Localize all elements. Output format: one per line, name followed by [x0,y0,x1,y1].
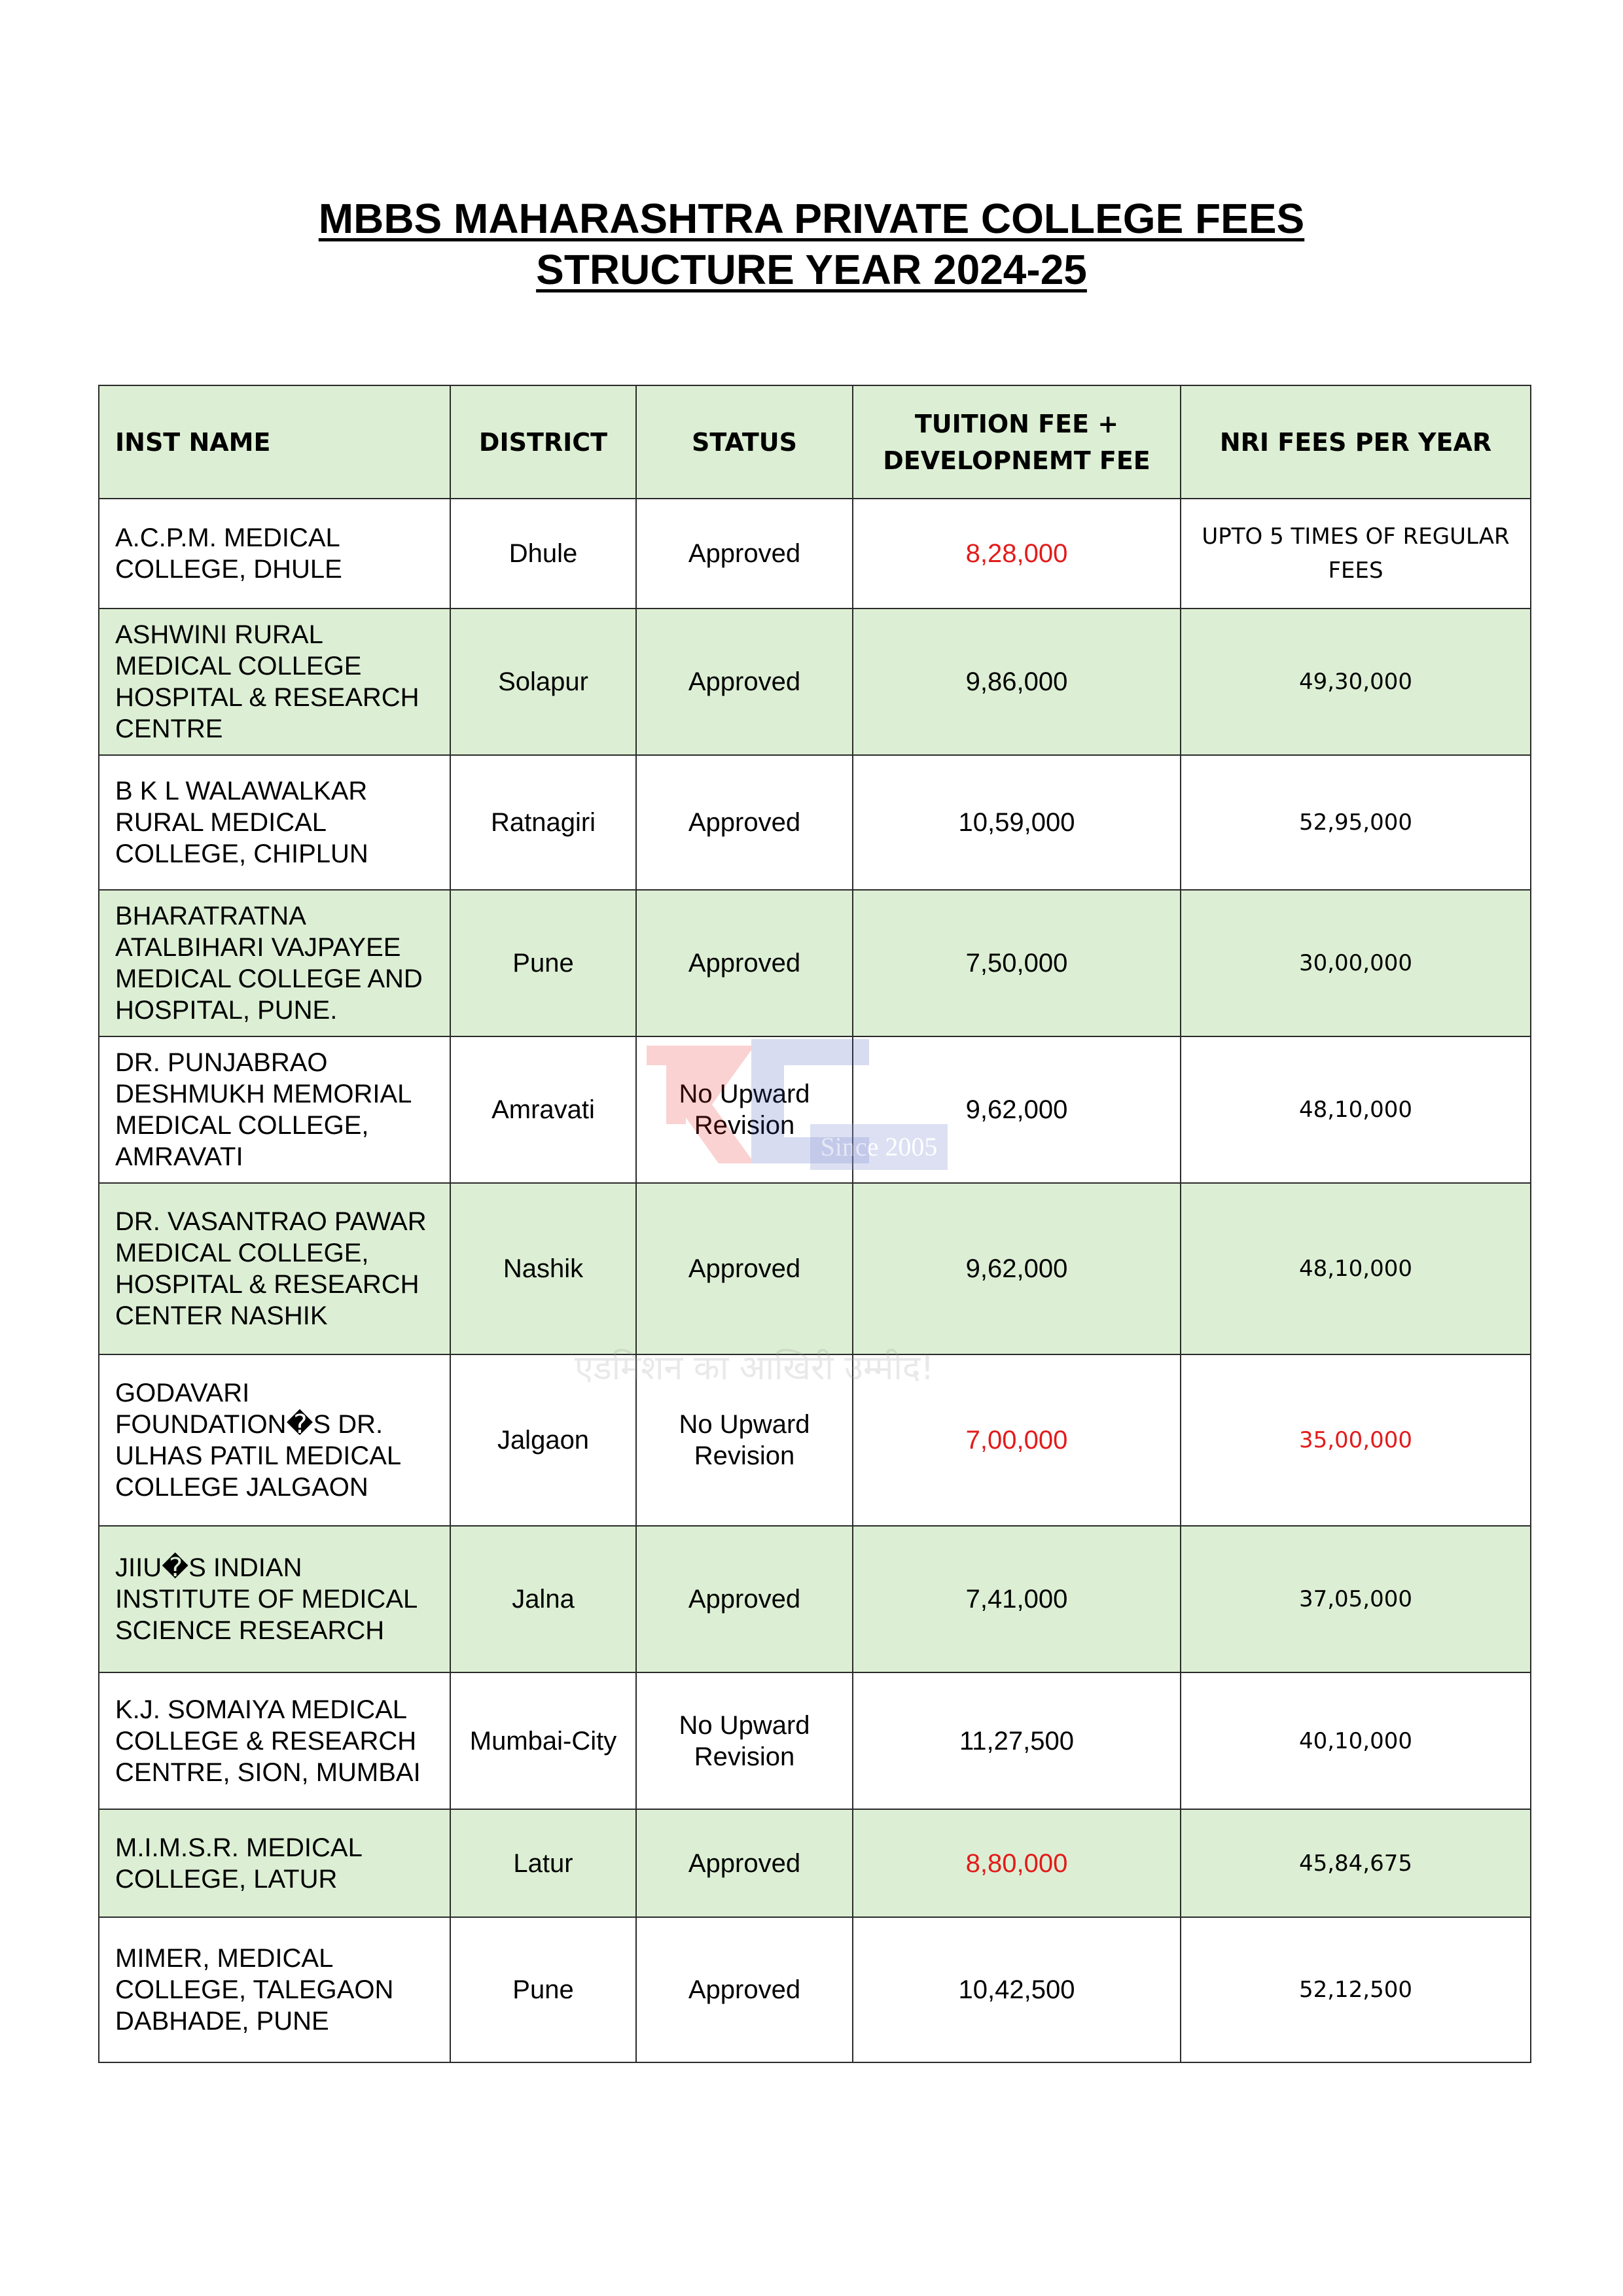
cell-nri-fees: UPTO 5 TIMES OF REGULAR FEES [1181,499,1531,609]
table-row [99,1809,1531,1917]
cell-status: No Upward Revision [636,1672,853,1809]
cell-status: No Upward Revision [636,1354,853,1526]
cell-tuition-fee: 10,42,500 [853,1917,1181,2062]
cell-district: Dhule [450,499,636,609]
cell-inst-name: B K L WALAWALKAR RURAL MEDICAL COLLEGE, CHIPLUN [99,755,450,890]
table-row [99,1354,1531,1526]
cell-status: No Upward Revision [636,1036,853,1183]
page-title [0,193,1623,295]
cell-nri-fees: 48,10,000 [1181,1036,1531,1183]
cell-nri-fees: 40,10,000 [1181,1672,1531,1809]
cell-tuition-fee: 9,62,000 [853,1183,1181,1354]
cell-status: Approved [636,1917,853,2062]
cell-status: Approved [636,1526,853,1672]
table-header-row [99,385,1531,499]
header-tuition-fee: TUITION FEE + DEVELOPNEMT FEE [853,385,1181,499]
cell-status: Approved [636,755,853,890]
cell-status: Approved [636,499,853,609]
cell-nri-fees: 37,05,000 [1181,1526,1531,1672]
cell-district: Ratnagiri [450,755,636,890]
cell-nri-fees: 52,95,000 [1181,755,1531,890]
cell-tuition-fee: 7,41,000 [853,1526,1181,1672]
cell-tuition-fee: 9,62,000 [853,1036,1181,1183]
cell-district: Amravati [450,1036,636,1183]
cell-district: Nashik [450,1183,636,1354]
cell-district: Pune [450,1917,636,2062]
cell-status: Approved [636,1183,853,1354]
cell-inst-name: DR. PUNJABRAO DESHMUKH MEMORIAL MEDICAL COLLEGE, AMRAVATI [99,1036,450,1183]
table-row [99,1672,1531,1809]
table-row [99,1526,1531,1672]
cell-inst-name: K.J. SOMAIYA MEDICAL COLLEGE & RESEARCH CENTRE, SION, MUMBAI [99,1672,450,1809]
cell-nri-fees: 30,00,000 [1181,890,1531,1036]
title-line-2: STRUCTURE YEAR 2024-25 [536,246,1087,293]
cell-inst-name: DR. VASANTRAO PAWAR MEDICAL COLLEGE, HOSPITAL & RESEARCH CENTER NASHIK [99,1183,450,1354]
watermark-hindi-text: एडमिशन का आखिरी उम्मीद! [575,1349,935,1388]
table-row [99,1036,1531,1183]
cell-tuition-fee: 8,28,000 [853,499,1181,609]
cell-nri-fees: 48,10,000 [1181,1183,1531,1354]
cell-district: Jalgaon [450,1354,636,1526]
table-row [99,499,1531,609]
cell-tuition-fee: 7,50,000 [853,890,1181,1036]
cell-inst-name: JIIU�S INDIAN INSTITUTE OF MEDICAL SCIENCE RESEARCH [99,1526,450,1672]
cell-tuition-fee: 8,80,000 [853,1809,1181,1917]
cell-tuition-fee: 9,86,000 [853,609,1181,755]
cell-inst-name: A.C.P.M. MEDICAL COLLEGE, DHULE [99,499,450,609]
cell-district: Solapur [450,609,636,755]
cell-nri-fees: 35,00,000 [1181,1354,1531,1526]
table-row [99,1917,1531,2062]
header-nri-fees: NRI FEES PER YEAR [1181,385,1531,499]
cell-status: Approved [636,609,853,755]
cell-tuition-fee: 11,27,500 [853,1672,1181,1809]
cell-inst-name: GODAVARI FOUNDATION�S DR. ULHAS PATIL MEDICAL COLLEGE JALGAON [99,1354,450,1526]
cell-district: Pune [450,890,636,1036]
fees-table [98,385,1531,2063]
header-district: DISTRICT [450,385,636,499]
cell-nri-fees: 52,12,500 [1181,1917,1531,2062]
cell-inst-name: M.I.M.S.R. MEDICAL COLLEGE, LATUR [99,1809,450,1917]
cell-tuition-fee: 10,59,000 [853,755,1181,890]
cell-nri-fees: 49,30,000 [1181,609,1531,755]
header-inst-name: INST NAME [99,385,450,499]
table-row [99,890,1531,1036]
cell-inst-name: ASHWINI RURAL MEDICAL COLLEGE HOSPITAL & RESEARCH CENTRE [99,609,450,755]
watermark-tagline: Since 2005 [820,1132,938,1161]
cell-district: Latur [450,1809,636,1917]
cell-nri-fees: 45,84,675 [1181,1809,1531,1917]
header-status: STATUS [636,385,853,499]
table-row [99,1183,1531,1354]
cell-tuition-fee: 7,00,000 [853,1354,1181,1526]
table-row [99,609,1531,755]
title-line-1: MBBS MAHARASHTRA PRIVATE COLLEGE FEES [318,195,1305,242]
cell-inst-name: MIMER, MEDICAL COLLEGE, TALEGAON DABHADE, PUNE [99,1917,450,2062]
cell-district: Jalna [450,1526,636,1672]
cell-status: Approved [636,890,853,1036]
table-row [99,755,1531,890]
cell-inst-name: BHARATRATNA ATALBIHARI VAJPAYEE MEDICAL COLLEGE AND HOSPITAL, PUNE. [99,890,450,1036]
cell-district: Mumbai-City [450,1672,636,1809]
cell-status: Approved [636,1809,853,1917]
